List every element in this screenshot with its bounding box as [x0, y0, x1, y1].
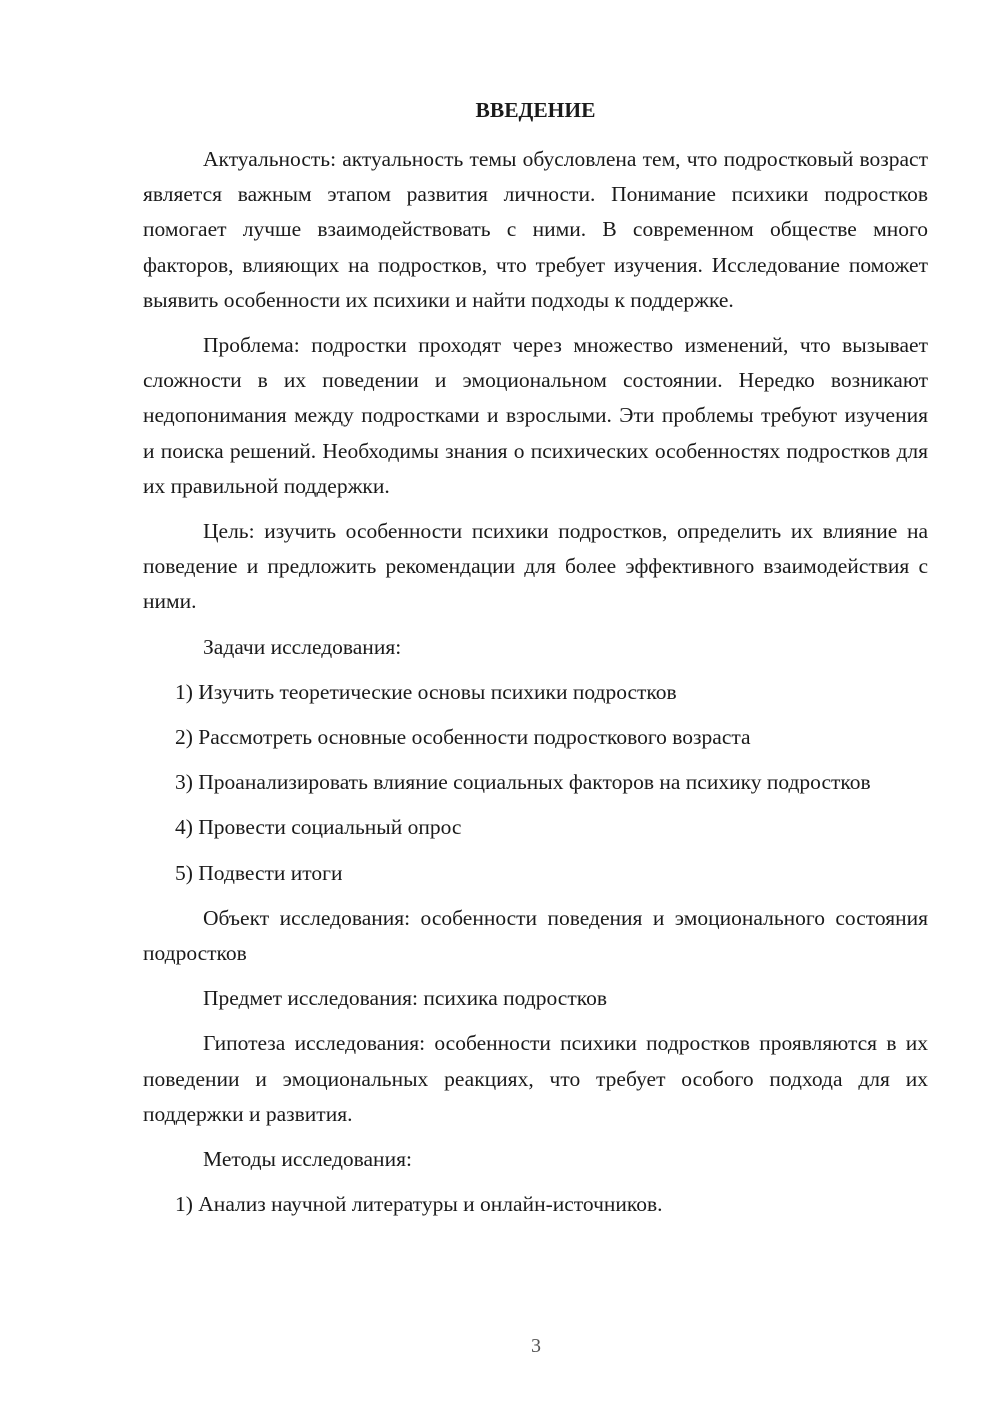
- task-item-3: 3) Проанализировать влияние социальных факторов на психику подростков: [175, 770, 871, 795]
- page-title: ВВЕДЕНИЕ: [475, 98, 596, 122]
- paragraph-goal: Цель: изучить особенности психики подростков, определить их влияние на поведение и предложить рекомендации для более эффективного взаимодействия с ними.: [143, 519, 928, 614]
- paragraph-subject: Предмет исследования: психика подростков: [203, 986, 607, 1011]
- task-item-4: 4) Провести социальный опрос: [175, 815, 462, 840]
- method-item-1: 1) Анализ научной литературы и онлайн-источников.: [175, 1192, 663, 1217]
- page-number: 3: [531, 1335, 541, 1357]
- methods-heading: Методы исследования:: [203, 1147, 412, 1172]
- task-item-1: 1) Изучить теоретические основы психики подростков: [175, 679, 677, 704]
- paragraph-relevance: Актуальность: актуальность темы обусловлена тем, что подростковый возраст является важным этапом развития личности. Понимание психики подростков помогает лучше взаимодействовать с ними. В современном обществе много факторов, влияющих на подростков, что требует изучения. Исследование поможет выявить особенности их психики и найти подходы к поддержке.: [143, 147, 928, 312]
- task-item-5: 5) Подвести итоги: [175, 860, 343, 885]
- paragraph-object: Объект исследования: особенности поведения и эмоционального состояния подростков: [143, 905, 928, 966]
- tasks-heading: Задачи исследования:: [203, 634, 402, 659]
- task-item-2: 2) Рассмотреть основные особенности подросткового возраста: [175, 725, 751, 750]
- paragraph-hypothesis: Гипотеза исследования: особенности психики подростков проявляются в их поведении и эмоциональных реакциях, что требует особого подхода для их поддержки и развития.: [143, 1031, 928, 1126]
- paragraph-problem: Проблема: подростки проходят через множество изменений, что вызывает сложности в их поведении и эмоциональном состоянии. Нередко возникают недопонимания между подростками и взрослыми. Эти проблемы требуют изучения и поиска решений. Необходимы знания о психических особенностях подростков для их правильной поддержки.: [143, 333, 928, 498]
- page-content: [143, 93, 928, 1232]
